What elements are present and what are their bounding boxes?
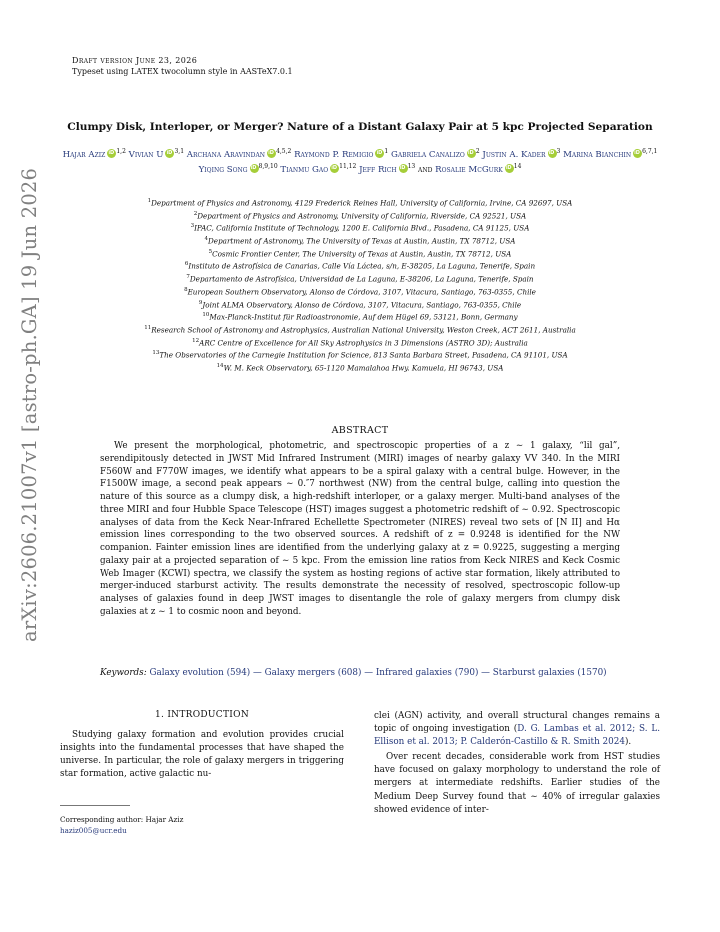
affiliation-number: 10: [202, 312, 210, 319]
keywords-links[interactable]: Galaxy evolution (594) — Galaxy mergers (608) — Infrared galaxies (790) — Starburst galaxies (1570): [149, 668, 607, 678]
intro-right-column: [374, 710, 660, 817]
author-affiliation-marker: 3,1: [174, 148, 185, 155]
author-entry: [129, 150, 184, 160]
affiliation-line: [60, 234, 660, 247]
author-name-link[interactable]: Raymond P. Remigio: [294, 149, 374, 160]
author-list: [60, 146, 660, 177]
intro-left-column: [60, 729, 344, 781]
affiliation-text: European Southern Observatory, Alonso de Córdova, 3107, Vitacura, Santiago, 763-0355, Chile: [187, 287, 536, 297]
footnote-rule: [60, 805, 130, 806]
orcid-icon[interactable]: [375, 149, 384, 158]
affiliation-number: 7: [186, 274, 190, 281]
affiliation-line: [60, 298, 660, 311]
affiliation-text: Research School of Astronomy and Astrophysics, Australian National University, Weston Creek, ACT 2611, Australia: [151, 325, 576, 335]
author-affiliation-marker: 3: [556, 148, 561, 155]
corresponding-email-link[interactable]: haziz005@ucr.edu: [60, 826, 127, 835]
author-name-link[interactable]: Tianmu Gao: [280, 165, 329, 176]
author-affiliation-marker: 11,12: [339, 163, 357, 171]
abstract-body: [100, 440, 620, 619]
affiliation-number: 6: [184, 261, 189, 268]
affiliation-line: [60, 285, 660, 298]
affiliation-text: ARC Centre of Excellence for All Sky Astrophysics in 3 Dimensions (ASTRO 3D); Australia: [199, 337, 528, 347]
affiliation-line: [60, 361, 660, 374]
affiliation-text: Department of Physics and Astronomy, 4129 Frederick Reines Hall, University of California, Irvine, CA 92697, USA: [151, 198, 573, 208]
author-affiliation-marker: 4,5,2: [276, 148, 292, 155]
orcid-icon[interactable]: [330, 164, 339, 173]
affiliation-text: Joint ALMA Observatory, Alonso de Córdova, 3107, Vitacura, Santiago, 763-0355, Chile: [202, 299, 522, 309]
keywords: [100, 667, 620, 680]
affiliation-text: Departamento de Astrofísica, Universidad de La Laguna, E-38206, La Laguna, Tenerife, Spain: [189, 274, 534, 284]
continuation-text: clei (AGN) activity, and overall structural changes remains a topic of ongoing investigation (: [374, 711, 660, 735]
author-affiliation-marker: 1,2: [116, 148, 126, 155]
author-name-link[interactable]: Archana Aravindan: [186, 149, 266, 160]
affiliation-number: 5: [208, 248, 213, 255]
affiliation-line: [60, 310, 660, 323]
author-entry: [391, 150, 480, 160]
orcid-icon[interactable]: [548, 149, 557, 158]
and-word: and: [417, 165, 433, 176]
corresponding-author-label: Corresponding author: Hajar Aziz: [60, 815, 184, 824]
author-entry: [199, 165, 278, 175]
abstract-text: We present the morphological, photometric, and spectroscopic properties of a z ∼ 1 galaxy, “lil gal”, serendipitously detected in JWST Mid Infrared Instrument (MIRI) images of nearby galaxy VV 340. In the MIRI F560W and F770W images, we identify what appears to be a spiral galaxy with a central bulge. However, in the F1500W image, a second peak appears ∼ 0.″7 northwest (NW) from the central bulge, calling into question the nature of this source as a clumpy disk, a high-redshift interloper, or a galaxy merger. Multi-band analyses of the three MIRI and four Hubble Space Telescope (HST) images suggest a photometric redshift of ∼ 0.92. Spectroscopic analyses of data from the Keck Near-Infrared Echellette Spectrometer (NIRES) reveal two sets of [N II] and Hα emission lines corresponding to the two observed sources. A redshift of z = 0.9248 is identified for the NW companion. Fainter emission lines are identified from the underlying galaxy at z = 0.9225, suggesting a merging galaxy pair at a projected separation of ∼ 5 kpc. From the emission line ratios from Keck NIRES and Keck Cosmic Web Imager (KCWI) spectra, we classify the system as hosting regions of active star formation, likely attributed to merger-induced starburst activity. The results demonstrate the necessity of resolved, spectroscopic follow-up analyses of galaxies found in deep JWST images to disentangle the role of galaxy mergers from clumpy disk galaxies at z ∼ 1 to cosmic noon and beyond.: [100, 441, 620, 617]
orcid-icon[interactable]: [165, 149, 174, 158]
affiliation-number: 8: [184, 286, 188, 293]
affiliation-line: [60, 348, 660, 361]
affiliation-number: 4: [204, 236, 209, 243]
continuation-end: ).: [624, 737, 632, 748]
author-name-link[interactable]: Hajar Aziz: [62, 149, 106, 160]
keywords-label: Keywords:: [100, 668, 147, 678]
author-entry: [435, 165, 521, 175]
author-name-link[interactable]: Yiqing Song: [198, 165, 248, 176]
affiliation-line: [60, 272, 660, 285]
affiliation-line: [60, 247, 660, 260]
draft-header: [72, 55, 293, 77]
arxiv-stamp[interactable]: arXiv:2606.21007v1 [astro-ph.GA] 19 Jun 2026: [18, 167, 41, 642]
affiliation-text: Department of Astronomy, The University of Texas at Austin, Austin, TX 78712, USA: [208, 236, 516, 246]
author-name-link[interactable]: Gabriela Canalizo: [390, 149, 465, 160]
affiliation-number: 12: [192, 337, 200, 344]
author-entry: [280, 165, 356, 175]
author-name-link[interactable]: Marina Bianchin: [563, 149, 632, 160]
affiliation-line: [60, 221, 660, 234]
author-entry: [563, 150, 657, 160]
author-affiliation-marker: 8,9,10: [258, 163, 278, 171]
orcid-icon[interactable]: [267, 149, 276, 158]
author-name-link[interactable]: Rosalie McGurk: [435, 165, 503, 176]
draft-version-line: Draft version June 23, 2026: [72, 56, 198, 65]
author-entry: [482, 150, 560, 160]
affiliation-list: [60, 196, 660, 374]
orcid-icon[interactable]: [107, 149, 116, 158]
paper-title: Clumpy Disk, Interloper, or Merger? Nature of a Distant Galaxy Pair at 5 kpc Projected Separation: [67, 121, 653, 133]
affiliation-text: Cosmic Frontier Center, The University of Texas at Austin, Austin, TX 78712, USA: [212, 249, 512, 259]
affiliation-text: Max-Planck-Institut für Radioastronomie, Auf dem Hügel 69, 53121, Bonn, Germany: [209, 312, 518, 322]
intro-continuation: [374, 710, 660, 749]
affiliation-text: Instituto de Astrofísica de Canarias, Calle Vía Láctea, s/n, E-38205, La Laguna, Tenerife, Spain: [188, 261, 536, 271]
author-name-link[interactable]: Justin A. Kader: [482, 149, 546, 160]
author-affiliation-marker: 14: [513, 163, 522, 171]
abstract-heading: ABSTRACT: [331, 425, 389, 436]
affiliation-text: Department of Physics and Astronomy, University of California, Riverside, CA 92521, USA: [197, 211, 527, 221]
affiliation-number: 3: [190, 223, 195, 230]
affiliation-line: [60, 336, 660, 349]
affiliation-text: IPAC, California Institute of Technology, 1200 E. California Blvd., Pasadena, CA 91125, USA: [194, 223, 530, 233]
author-name-link[interactable]: Jeff Rich: [359, 165, 397, 176]
affiliation-number: 2: [193, 210, 198, 217]
author-affiliation-marker: 2: [475, 148, 480, 155]
affiliation-number: 14: [216, 362, 224, 369]
author-entry: [187, 150, 292, 160]
author-entry: [359, 165, 415, 175]
author-entry: [63, 150, 126, 160]
author-name-link[interactable]: Vivian U: [128, 149, 164, 160]
author-affiliation-marker: 6,7,1: [642, 148, 658, 155]
typeset-line: Typeset using LATEX twocolumn style in AASTeX7.0.1: [72, 67, 293, 76]
author-entry: [294, 150, 388, 160]
author-affiliation-marker: 13: [407, 163, 416, 171]
author-affiliation-marker: 1: [384, 148, 389, 155]
orcid-icon[interactable]: [467, 149, 476, 158]
affiliation-number: 1: [147, 198, 152, 204]
section-heading-introduction: 1. INTRODUCTION: [154, 710, 250, 720]
affiliation-number: 11: [144, 324, 152, 331]
orcid-icon[interactable]: [505, 164, 514, 173]
affiliation-text: W. M. Keck Observatory, 65-1120 Mamalahoa Hwy. Kamuela, HI 96743, USA: [223, 363, 504, 373]
orcid-icon[interactable]: [399, 164, 408, 173]
affiliation-line: [60, 323, 660, 336]
affiliation-text: The Observatories of the Carnegie Institution for Science, 813 Santa Barbara Street, Pasadena, CA 91101, USA: [159, 350, 568, 360]
intro-paragraph-1: Studying galaxy formation and evolution provides crucial insights into the fundamental processes that have shaped the universe. In particular, the role of galaxy mergers in triggering star formation, active galactic nu-: [60, 730, 344, 780]
intro-paragraph-2: Over recent decades, considerable work from HST studies have focused on galaxy morphology to understand the role of mergers at intermediate redshifts. Earlier studies of the Medium Deep Survey found that ∼ 40% of irregular galaxies showed evidence of inter-: [374, 752, 660, 815]
affiliation-number: 13: [152, 350, 160, 357]
orcid-icon[interactable]: [250, 164, 259, 173]
affiliation-line: [60, 209, 660, 222]
affiliation-line: [60, 259, 660, 272]
affiliation-number: 9: [198, 299, 203, 306]
corresponding-author: [60, 814, 183, 836]
orcid-icon[interactable]: [633, 149, 642, 158]
citation-link[interactable]: D. G. Lambas et al. 2012; S. L. Ellison et al. 2013; P. Calderón-Castillo & R. Smith 2024: [374, 724, 660, 748]
affiliation-line: [60, 196, 660, 209]
